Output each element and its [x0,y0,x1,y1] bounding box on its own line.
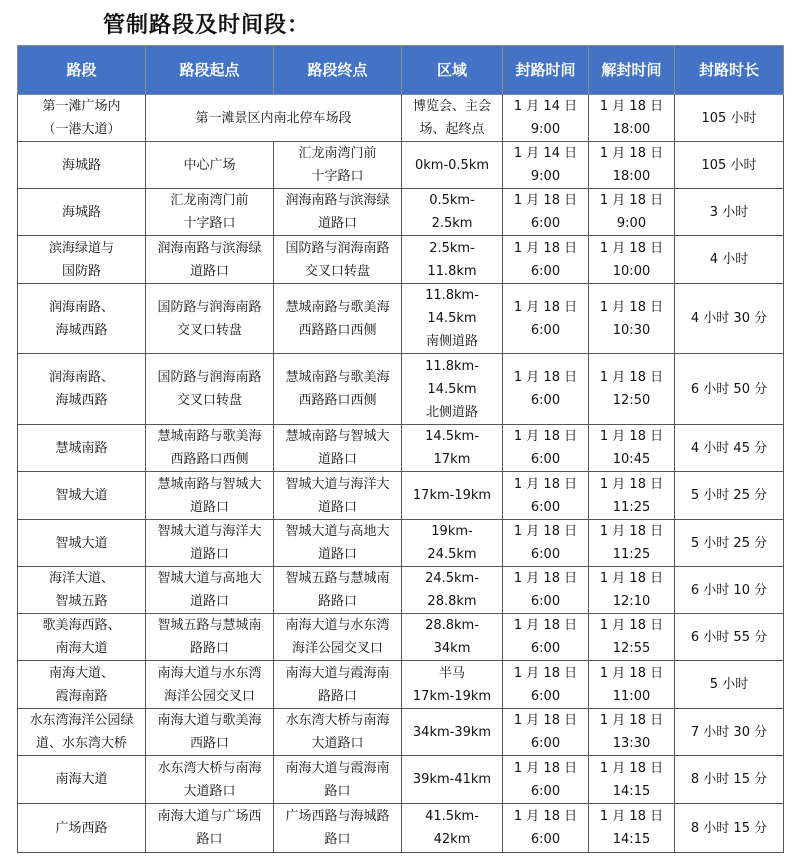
close-time-cell [503,567,589,614]
end-cell-line: 路路口 [317,594,357,609]
road-cell [18,709,146,756]
start-cell [146,425,274,472]
open-time-cell-line: 1 月 18 日 [599,571,664,586]
open-time-cell [589,661,675,709]
area-cell-line: 24.5km- [425,571,479,586]
start-end-cell [146,95,402,142]
end-cell-line: 智城五路与慧城南 [285,571,390,586]
start-cell-line: 海洋公园交叉口 [163,688,255,704]
end-cell-line: 西路路口西侧 [298,322,377,338]
end-cell-line: 路口 [324,832,351,847]
road-cell-line: 润海南路、 [48,299,114,315]
duration-cell: 4 小时 45 分 [675,425,784,472]
start-cell-line: 道路口 [189,263,229,279]
end-cell-line: 国防路与润海南路 [285,240,390,256]
area-cell-line: 17km-19km [412,488,492,503]
start-cell-line: 南海大道与广场西 [157,809,262,824]
start-cell [146,189,274,236]
end-cell-line: 智城大道与海洋大 [285,476,390,492]
start-cell-line: 国防路与润海南路 [157,299,262,315]
table-row [18,709,784,756]
table-row [18,142,784,189]
area-cell [402,709,503,756]
road-cell-line: 国防路 [61,263,101,279]
start-cell [146,142,274,189]
end-cell [274,709,402,756]
close-time-cell-line: 6:00 [530,641,561,656]
end-cell-line: 道路口 [317,452,357,467]
area-cell-line: 场、起终点 [419,122,485,137]
end-cell [274,189,402,236]
open-time-cell-line: 14:15 [612,832,651,847]
end-cell-line: 汇龙南湾门前 [298,146,377,161]
area-cell [402,236,503,284]
duration-cell: 7 小时 30 分 [675,709,784,756]
open-time-cell-line: 9:00 [616,216,647,231]
open-time-cell [589,189,675,236]
area-cell-line: 41.5km- [425,809,479,824]
start-cell-line: 智城五路与慧城南 [157,618,262,633]
area-cell [402,804,503,853]
area-cell-line: 南侧道路 [425,334,478,349]
close-time-cell-line: 6:00 [530,736,561,751]
close-time-cell [503,804,589,853]
road-cell [18,520,146,567]
col-open-header: 解封时间 [589,46,675,95]
open-time-cell-line: 1 月 18 日 [599,370,664,385]
close-time-cell [503,284,589,354]
end-cell [274,804,402,853]
end-cell-line: 道路口 [317,216,357,231]
close-time-cell-line: 1 月 14 日 [513,99,578,114]
open-time-cell-line: 1 月 18 日 [599,146,664,161]
open-time-cell-line: 1 月 18 日 [599,524,664,539]
close-time-cell-line: 1 月 18 日 [513,760,578,776]
duration-cell: 8 小时 15 分 [675,756,784,804]
close-time-cell-line: 6:00 [530,547,561,562]
close-time-cell-line: 6:00 [530,688,561,704]
end-cell [274,425,402,472]
duration-cell: 5 小时 [675,661,784,709]
area-cell-line: 17km-19km [412,688,492,704]
start-cell [146,756,274,804]
start-cell-line: 汇龙南湾门前 [170,193,249,208]
col-area-header: 区域 [402,46,503,95]
end-cell [274,520,402,567]
table-row [18,236,784,284]
end-cell-line: 水东湾大桥与南海 [285,713,390,728]
open-time-cell [589,236,675,284]
start-cell [146,520,274,567]
road-cell [18,189,146,236]
road-cell [18,236,146,284]
road-cell [18,756,146,804]
open-time-cell [589,354,675,425]
open-time-cell [589,756,675,804]
table-header-row [18,46,784,95]
road-cell-line: 南海大道 [55,772,108,787]
close-time-cell-line: 1 月 18 日 [513,299,578,315]
area-cell-line: 11.8km [427,263,477,279]
start-cell-line: 十字路口 [183,216,236,231]
close-time-cell-line: 6:00 [530,832,561,847]
end-cell [274,614,402,661]
open-time-cell-line: 1 月 18 日 [599,760,664,776]
start-cell [146,236,274,284]
open-time-cell-line: 1 月 18 日 [599,193,664,208]
open-time-cell-line: 18:00 [612,122,651,137]
road-cell-line: 海城西路 [55,322,108,338]
open-time-cell [589,804,675,853]
area-cell [402,756,503,804]
close-time-cell [503,95,589,142]
open-time-cell [589,520,675,567]
area-cell-line: 14.5km [427,381,477,397]
area-cell-line: 半马 [438,665,465,681]
close-time-cell-line: 9:00 [530,122,561,137]
road-cell [18,567,146,614]
end-cell-line: 路口 [324,783,351,799]
open-time-cell [589,142,675,189]
open-time-cell-line: 12:10 [612,594,651,609]
open-time-cell [589,95,675,142]
start-cell-line: 道路口 [189,594,229,609]
close-time-cell-line: 1 月 18 日 [513,524,578,539]
end-cell-line: 润海南路与滨海绿 [285,193,390,208]
end-cell-line: 西路路口西侧 [298,393,377,408]
area-cell-line: 19km- [431,524,473,539]
road-cell-line: 海城路 [61,204,101,220]
close-time-cell [503,709,589,756]
road-cell-line: 智城大道 [55,488,108,503]
open-time-cell-line: 14:15 [612,783,651,799]
open-time-cell [589,425,675,472]
open-time-cell [589,284,675,354]
start-cell [146,804,274,853]
start-cell-line: 中心广场 [183,157,236,173]
close-time-cell [503,189,589,236]
road-cell-line: 智城大道 [55,535,108,551]
start-cell-line: 大道路口 [183,783,236,799]
area-cell [402,661,503,709]
start-cell-line: 西路口 [189,736,229,751]
duration-cell: 105 小时 [675,142,784,189]
start-cell-line: 路路口 [189,641,229,656]
open-time-cell-line: 18:00 [612,169,651,184]
close-time-cell [503,354,589,425]
end-cell [274,756,402,804]
table-row [18,425,784,472]
area-cell [402,567,503,614]
close-time-cell-line: 6:00 [530,783,561,799]
close-time-cell [503,236,589,284]
open-time-cell-line: 13:30 [612,736,651,751]
table-row [18,189,784,236]
start-cell-line: 交叉口转盘 [176,393,242,408]
table-row [18,95,784,142]
start-cell-line: 南海大道与歌美海 [157,713,262,728]
end-cell [274,354,402,425]
road-cell-line: 海城西路 [55,393,108,408]
road-cell-line: 霞海南路 [55,688,108,704]
end-cell-line: 大道路口 [311,736,364,751]
start-cell-line: 慧城南路与智城大 [157,476,262,492]
page-title: 管制路段及时间段： [103,13,311,38]
open-time-cell-line: 10:45 [612,452,651,467]
close-time-cell [503,614,589,661]
road-cell-line: 第一滩广场内 [42,99,121,114]
area-cell-line: 2.5km- [429,240,475,256]
road-cell-line: 智城五路 [55,594,108,609]
close-time-cell [503,756,589,804]
start-end-cell-line: 第一滩景区内南北停车场段 [195,110,352,126]
table-row [18,567,784,614]
end-cell-line: 慧城南路与智城大 [285,429,390,444]
area-cell-line: 28.8km- [425,618,479,633]
open-time-cell-line: 1 月 18 日 [599,713,664,728]
road-cell [18,425,146,472]
start-cell-line: 润海南路与滨海绿 [157,240,262,256]
open-time-cell-line: 10:00 [612,263,651,279]
close-time-cell-line: 1 月 18 日 [513,665,578,681]
area-cell-line: 11.8km- [425,288,479,303]
open-time-cell [589,614,675,661]
road-cell [18,142,146,189]
close-time-cell-line: 6:00 [530,216,561,231]
start-cell [146,567,274,614]
table-row [18,756,784,804]
area-cell-line: 24.5km [427,547,477,562]
start-cell [146,709,274,756]
start-cell [146,661,274,709]
start-cell-line: 国防路与润海南路 [157,370,262,385]
area-cell-line: 39km-41km [412,772,492,787]
area-cell [402,95,503,142]
close-time-cell-line: 1 月 18 日 [513,618,578,633]
duration-cell: 5 小时 25 分 [675,472,784,520]
road-cell-line: （一港大道） [42,122,121,137]
area-cell-line: 博览会、主会 [412,99,491,114]
start-cell-line: 慧城南路与歌美海 [157,429,262,444]
end-cell-line: 慧城南路与歌美海 [285,370,390,385]
duration-cell: 5 小时 25 分 [675,520,784,567]
end-cell [274,236,402,284]
close-time-cell [503,425,589,472]
area-cell [402,189,503,236]
duration-cell: 4 小时 [675,236,784,284]
area-cell [402,520,503,567]
area-cell [402,142,503,189]
open-time-cell-line: 12:50 [612,393,651,408]
duration-cell: 8 小时 15 分 [675,804,784,853]
open-time-cell-line: 11:25 [612,499,651,515]
close-time-cell-line: 1 月 18 日 [513,476,578,492]
end-cell-line: 交叉口转盘 [304,263,370,279]
start-cell-line: 智城大道与海洋大 [157,524,262,539]
road-cell [18,354,146,425]
end-cell-line: 智城大道与高地大 [285,524,390,539]
open-time-cell-line: 1 月 18 日 [599,299,664,315]
road-cell-line: 海洋大道、 [48,571,114,586]
start-cell-line: 智城大道与高地大 [157,571,262,586]
end-cell-line: 十字路口 [311,169,364,184]
duration-cell: 6 小时 55 分 [675,614,784,661]
duration-cell: 4 小时 30 分 [675,284,784,354]
start-cell-line: 道路口 [189,499,229,515]
end-cell [274,661,402,709]
end-cell [274,142,402,189]
area-cell [402,425,503,472]
area-cell-line: 34km [433,641,471,656]
open-time-cell-line: 11:00 [612,688,651,704]
road-cell-line: 滨海绿道与 [48,240,114,256]
road-cell-line: 水东湾海洋公园绿 [29,713,134,728]
open-time-cell-line: 11:25 [612,547,651,562]
start-cell-line: 西路路口西侧 [170,452,249,467]
area-cell [402,284,503,354]
start-cell [146,472,274,520]
open-time-cell [589,709,675,756]
open-time-cell-line: 12:55 [612,641,651,656]
table-row [18,614,784,661]
close-time-cell-line: 1 月 18 日 [513,809,578,824]
table-row [18,520,784,567]
table-body [18,95,784,853]
close-time-cell-line: 6:00 [530,322,561,338]
open-time-cell-line: 1 月 18 日 [599,618,664,633]
open-time-cell [589,472,675,520]
end-cell-line: 慧城南路与歌美海 [285,299,390,315]
area-cell [402,614,503,661]
open-time-cell-line: 1 月 18 日 [599,665,664,681]
duration-cell: 6 小时 50 分 [675,354,784,425]
area-cell-line: 14.5km [427,311,477,326]
area-cell-line: 2.5km [431,216,473,231]
area-cell-line: 42km [433,832,471,847]
road-cell-line: 南海大道、 [48,665,114,681]
end-cell-line: 道路口 [317,499,357,515]
duration-cell: 3 小时 [675,189,784,236]
end-cell-line: 道路口 [317,547,357,562]
area-cell-line: 17km [433,452,471,467]
close-time-cell-line: 6:00 [530,263,561,279]
close-time-cell-line: 1 月 18 日 [513,713,578,728]
start-cell [146,614,274,661]
end-cell [274,472,402,520]
table-row [18,284,784,354]
close-time-cell [503,661,589,709]
end-cell-line: 路路口 [317,688,357,704]
start-cell [146,354,274,425]
open-time-cell-line: 1 月 18 日 [599,809,664,824]
road-cell-line: 南海大道 [55,641,108,656]
start-cell-line: 路口 [196,832,223,847]
road-cell [18,472,146,520]
duration-cell: 105 小时 [675,95,784,142]
close-time-cell-line: 1 月 18 日 [513,429,578,444]
road-cell [18,614,146,661]
close-time-cell [503,520,589,567]
area-cell-line: 北侧道路 [425,404,478,420]
open-time-cell-line: 1 月 18 日 [599,240,664,256]
close-time-cell-line: 6:00 [530,393,561,408]
close-time-cell-line: 1 月 18 日 [513,193,578,208]
area-cell-line: 14.5km- [425,429,479,444]
close-time-cell-line: 1 月 18 日 [513,370,578,385]
close-time-cell-line: 1 月 18 日 [513,571,578,586]
road-cell-line: 歌美海西路、 [42,618,121,633]
road-cell [18,284,146,354]
col-start-header: 路段起点 [146,46,274,95]
end-cell-line: 南海大道与霞海南 [285,760,390,776]
end-cell-line: 广场西路与海城路 [285,809,390,824]
close-time-cell-line: 6:00 [530,499,561,515]
road-cell [18,661,146,709]
road-cell [18,95,146,142]
start-cell [146,284,274,354]
close-time-cell-line: 6:00 [530,594,561,609]
open-time-cell-line: 1 月 18 日 [599,476,664,492]
road-cell-line: 道、水东湾大桥 [35,736,127,751]
table-row [18,354,784,425]
road-cell-line: 广场西路 [55,820,108,836]
open-time-cell-line: 10:30 [612,322,651,338]
area-cell [402,354,503,425]
start-cell-line: 水东湾大桥与南海 [157,760,262,776]
open-time-cell-line: 1 月 18 日 [599,99,664,114]
area-cell-line: 11.8km- [425,358,479,374]
road-cell-line: 润海南路、 [48,370,114,385]
close-time-cell-line: 1 月 18 日 [513,240,578,256]
table-row [18,472,784,520]
area-cell [402,472,503,520]
col-duration-header: 封路时长 [675,46,784,95]
end-cell-line: 南海大道与水东湾 [285,618,390,633]
col-end-header: 路段终点 [274,46,402,95]
area-cell-line: 0.5km- [429,193,475,208]
close-time-cell-line: 6:00 [530,452,561,467]
road-cell [18,804,146,853]
end-cell-line: 南海大道与霞海南 [285,665,390,681]
table-row [18,661,784,709]
open-time-cell [589,567,675,614]
road-cell-line: 海城路 [61,157,101,173]
road-cell-line: 慧城南路 [55,440,108,456]
start-cell-line: 道路口 [189,547,229,562]
close-time-cell-line: 9:00 [530,169,561,184]
col-road-header: 路段 [18,46,146,95]
start-cell-line: 南海大道与水东湾 [157,665,262,681]
table-row [18,804,784,853]
end-cell-line: 海洋公园交叉口 [291,641,383,656]
end-cell [274,567,402,614]
start-cell-line: 交叉口转盘 [176,322,242,338]
open-time-cell-line: 1 月 18 日 [599,429,664,444]
close-time-cell-line: 1 月 14 日 [513,146,578,161]
close-time-cell [503,142,589,189]
road-closure-table [17,45,784,853]
area-cell-line: 34km-39km [412,724,492,740]
area-cell-line: 28.8km [427,594,477,609]
area-cell-line: 0km-0.5km [414,157,490,173]
duration-cell: 6 小时 10 分 [675,567,784,614]
end-cell [274,284,402,354]
close-time-cell [503,472,589,520]
col-close-header: 封路时间 [503,46,589,95]
